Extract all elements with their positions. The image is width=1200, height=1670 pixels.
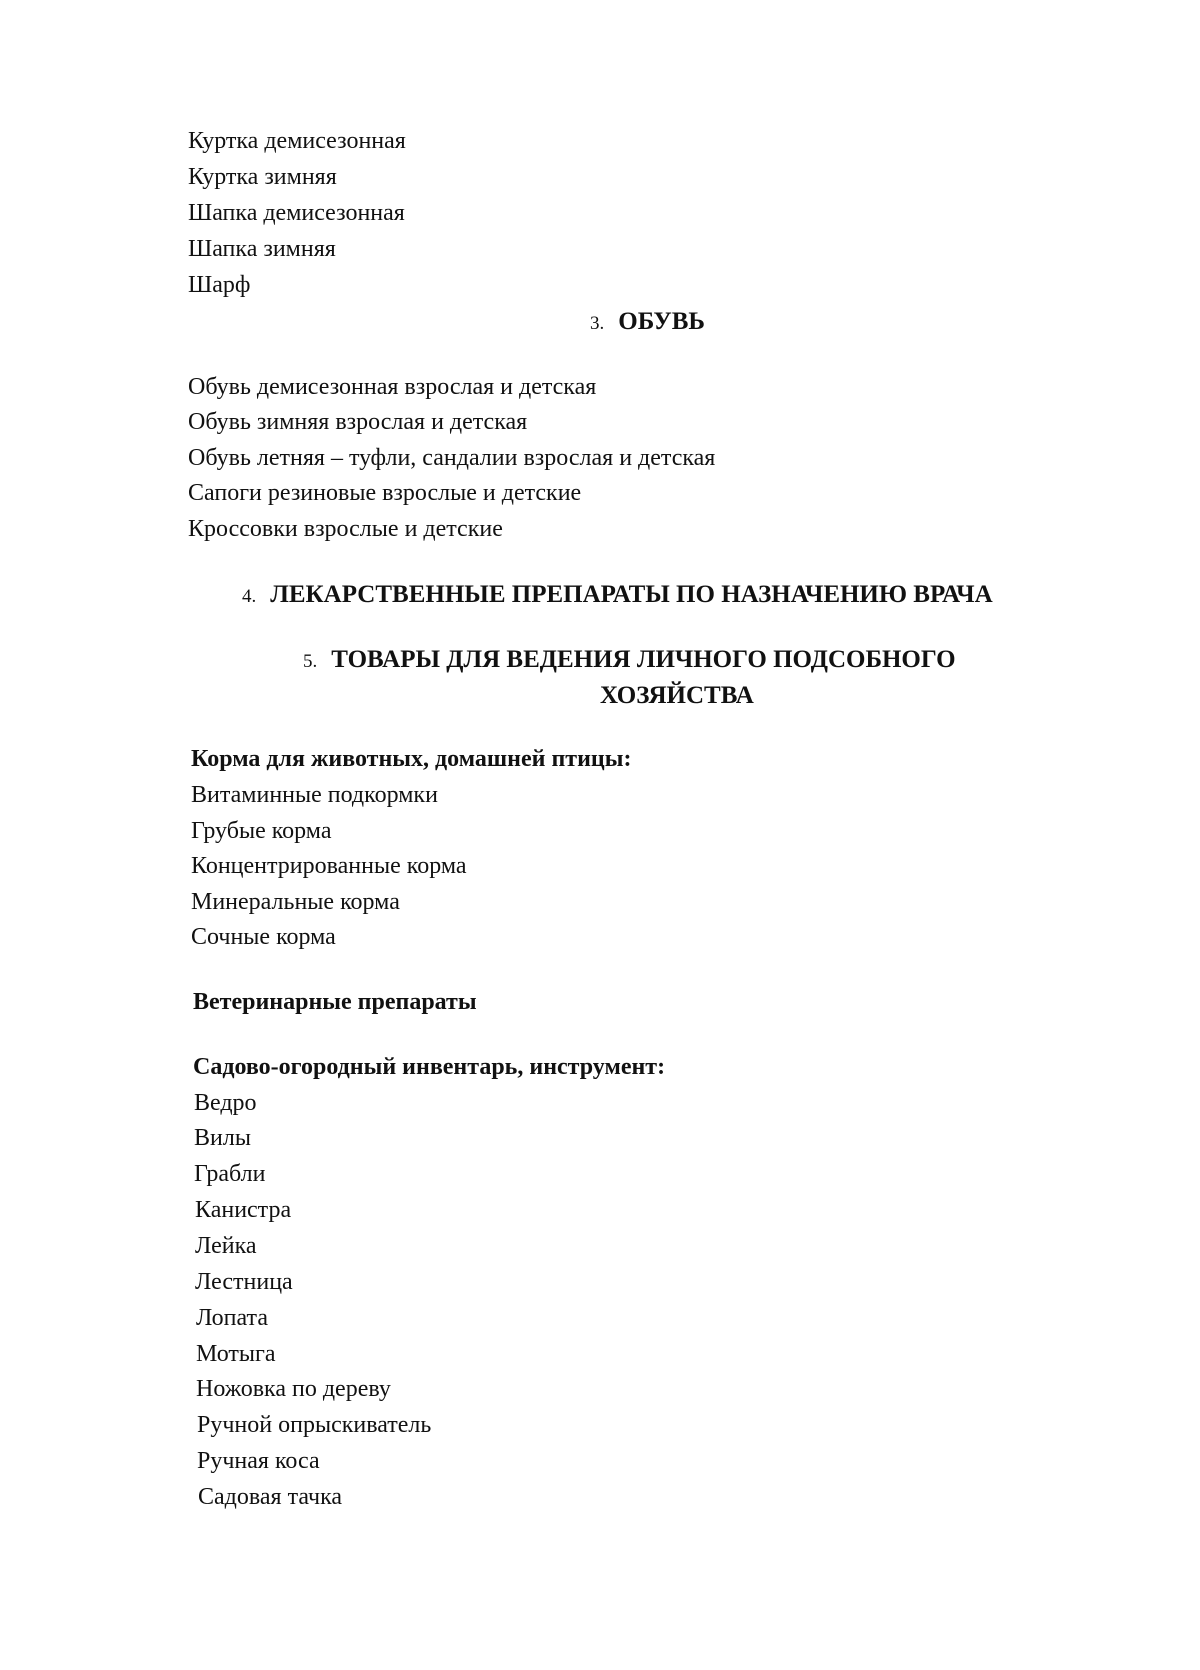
section-title: ОБУВЬ — [618, 308, 705, 335]
list-item: Минеральные корма — [191, 889, 400, 915]
section-5-heading-line2: ХОЗЯЙСТВА — [600, 682, 754, 709]
section-5-heading — [303, 645, 956, 677]
list-item: Концентрированные корма — [191, 853, 467, 879]
list-item: Куртка демисезонная — [188, 128, 406, 154]
section-4-heading — [242, 580, 993, 612]
list-item: Садовая тачка — [198, 1484, 343, 1510]
subsection-heading-feed: Корма для животных, домашней птицы: — [191, 746, 632, 772]
section-number: 3. — [590, 313, 605, 334]
list-item: Обувь зимняя взрослая и детская — [188, 409, 528, 435]
section-number: 5. — [303, 651, 318, 672]
list-item: Ручная коса — [197, 1448, 320, 1474]
list-item: Ручной опрыскиватель — [197, 1412, 432, 1438]
list-item: Шарф — [188, 272, 251, 298]
section-number: 4. — [242, 586, 257, 607]
section-3-heading — [590, 307, 705, 339]
section-title: ЛЕКАРСТВЕННЫЕ ПРЕПАРАТЫ ПО НАЗНАЧЕНИЮ ВРАЧА — [270, 581, 993, 608]
subsection-heading-garden: Садово-огородный инвентарь, инструмент: — [193, 1054, 666, 1080]
list-item: Шапка демисезонная — [188, 200, 405, 226]
list-item: Лопата — [196, 1305, 268, 1331]
list-item: Лейка — [195, 1233, 257, 1259]
list-item: Грубые корма — [191, 818, 332, 844]
list-item: Мотыга — [196, 1341, 276, 1367]
section-title: ТОВАРЫ ДЛЯ ВЕДЕНИЯ ЛИЧНОГО ПОДСОБНОГО — [331, 646, 956, 673]
list-item: Ведро — [194, 1090, 257, 1116]
list-item: Грабли — [194, 1161, 266, 1187]
subsection-heading-vet: Ветеринарные препараты — [193, 989, 477, 1015]
list-item: Обувь демисезонная взрослая и детская — [188, 374, 597, 400]
list-item: Обувь летняя – туфли, сандалии взрослая и детская — [188, 445, 716, 471]
list-item: Куртка зимняя — [188, 164, 337, 190]
list-item: Канистра — [195, 1197, 292, 1223]
list-item: Ножовка по дереву — [196, 1376, 391, 1402]
list-item: Сапоги резиновые взрослые и детские — [188, 480, 582, 506]
list-item: Шапка зимняя — [188, 236, 336, 262]
list-item: Витаминные подкормки — [191, 782, 438, 808]
list-item: Вилы — [194, 1125, 251, 1151]
list-item: Кроссовки взрослые и детские — [188, 516, 503, 542]
list-item: Лестница — [195, 1269, 293, 1295]
list-item: Сочные корма — [191, 924, 336, 950]
